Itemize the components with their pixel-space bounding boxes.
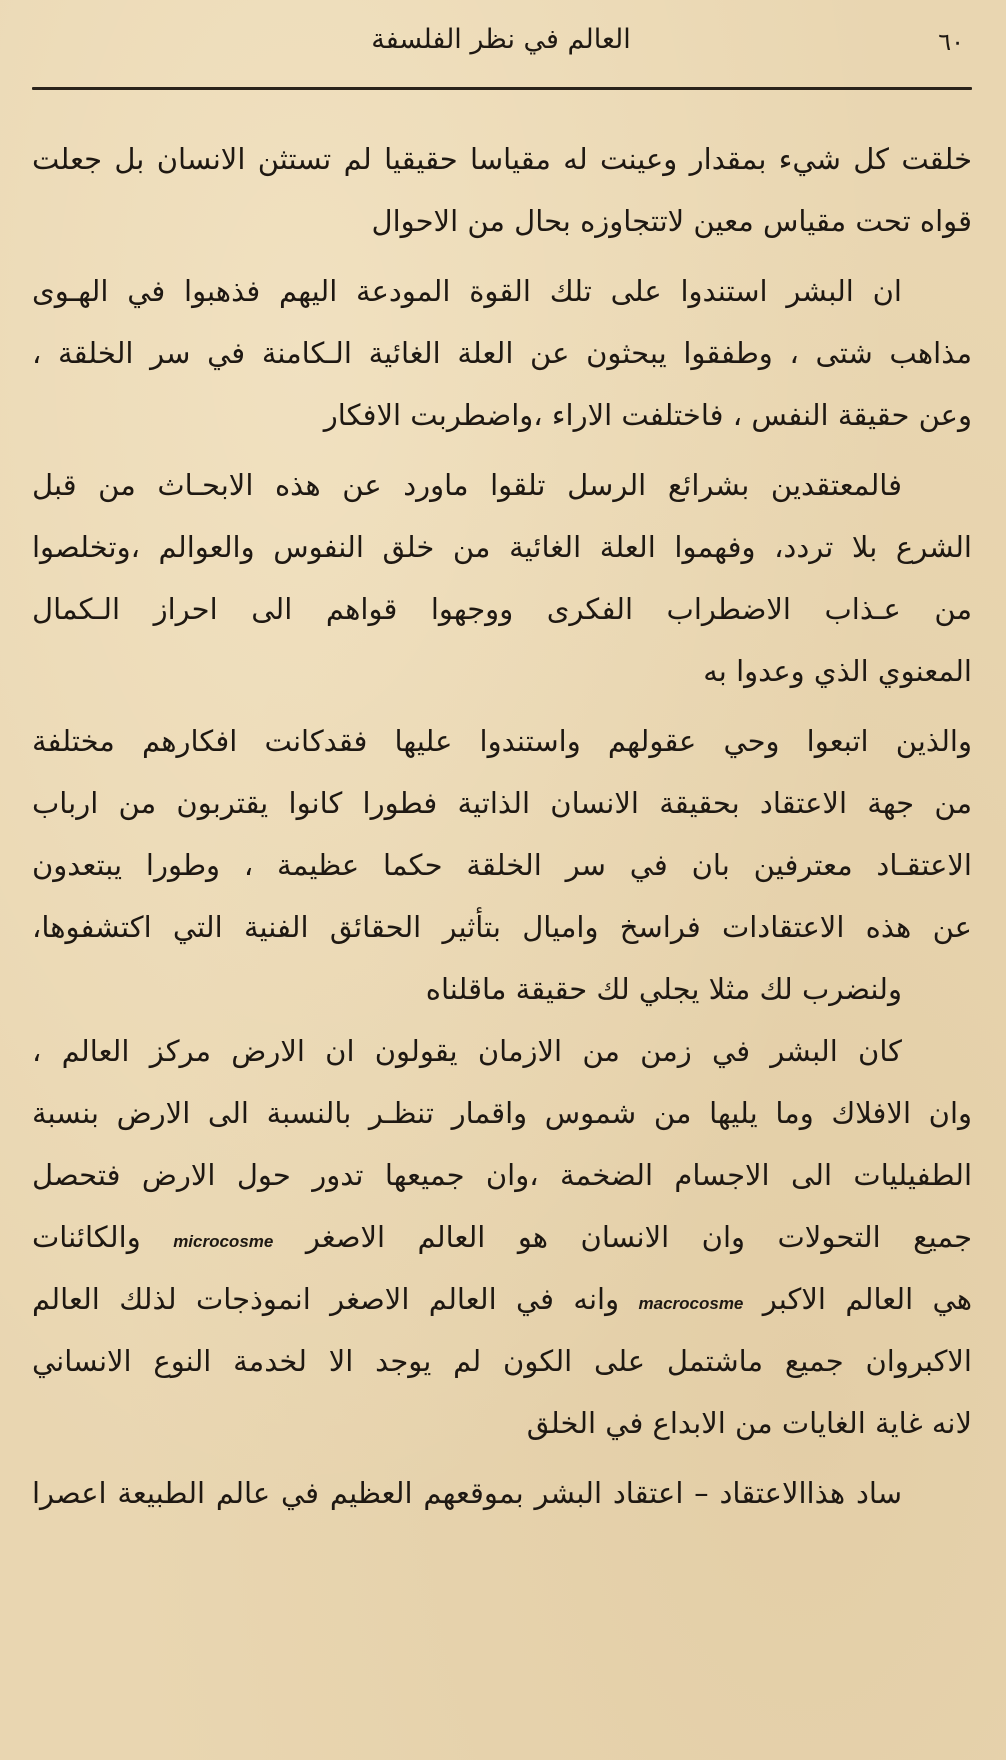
text-line: من عـذاب الاضطراب الفكرى ووجهوا قواهم الى احراز الـكمال [32,592,972,626]
paragraph-start-line: ان البشر استندوا على تلك القوة المودعة اليهم فذهبوا في الهـوى [32,274,902,308]
text-line: عن هذه الاعتقادات فراسخ واميال بتأثير الحقائق الفنية التي اكتشفوها، [32,910,972,944]
text-line: قواه تحت مقياس معين لاتتجاوزه بحال من الاحوال [371,204,972,238]
text-line: لانه غاية الغايات من الابداع في الخلق [526,1406,972,1440]
text-line: وعن حقيقة النفس ، فاختلفت الاراء ،واضطربت الافكار [323,398,972,432]
paragraph-start-line: فالمعتقدين بشرائع الرسل تلقوا ماورد عن هذه الابحـاث من قبل [32,468,902,502]
text-line-with-latin [32,1206,972,1268]
paragraph-start-line: كان البشر في زمن من الازمان يقولون ان الارض مركز العالم ، [32,1034,902,1068]
text-line: الشرع بلا تردد، وفهموا العلة الغائية من خلق النفوس والعوالم ،وتخلصوا [32,530,972,564]
text-line: المعنوي الذي وعدوا به [703,654,972,688]
arabic-segment: جميع التحولات وان الانسان هو العالم الاصغر [305,1220,972,1254]
text-line: الاكبروان جميع ماشتمل على الكون لم يوجد الا لخدمة النوع الانساني [32,1344,972,1378]
text-line: وان الافلاك وما يليها من شموس واقمار تنظـر بالنسبة الى الارض بنسبة [32,1096,972,1130]
text-line: مذاهب شتى ، وطفقوا يبحثون عن العلة الغائية الـكامنة في سر الخلقة ، [32,336,972,370]
latin-term-microcosme: microcosme [173,1232,274,1251]
text-line: الطفيليات الى الاجسام الضخمة ،وان جميعها تدور حول الارض فتحصل [32,1158,972,1192]
header-rule [32,87,972,90]
text-line: من جهة الاعتقاد بحقيقة الانسان الذاتية فطورا كانوا يقتربون من ارباب [32,786,972,820]
running-title: العالم في نظر الفلسفة [371,24,631,55]
page-header [30,18,972,68]
arabic-segment: والكائنات [32,1220,141,1254]
text-line-with-latin [32,1268,972,1330]
text-line: الاعتقـاد معترفين بان في سر الخلقة حكما عظيمة ، وطورا يبتعدون [32,848,972,882]
page-number: ٦٠ [938,28,964,56]
paragraph-start-line: ساد هذاالاعتقاد – اعتقاد البشر بموقعهم العظيم في عالم الطبيعة اعصرا [32,1476,902,1510]
arabic-segment: وانه في العالم الاصغر انموذجات لذلك العالم [32,1282,620,1316]
text-line: ولنضرب لك مثلا يجلي لك حقيقة ماقلناه [425,972,902,1006]
paragraph-start-line: والذين اتبعوا وحي عقولهم واستندوا عليها فقدكانت افكارهم مختلفة [32,724,972,758]
text-line: خلقت كل شيء بمقدار وعينت له مقياسا حقيقيا لم تستثن الانسان بل جعلت [32,142,972,176]
latin-term-macrocosme: macrocosme [638,1294,744,1313]
arabic-segment: هي العالم الاكبر [762,1282,972,1316]
body-text [32,128,972,1524]
